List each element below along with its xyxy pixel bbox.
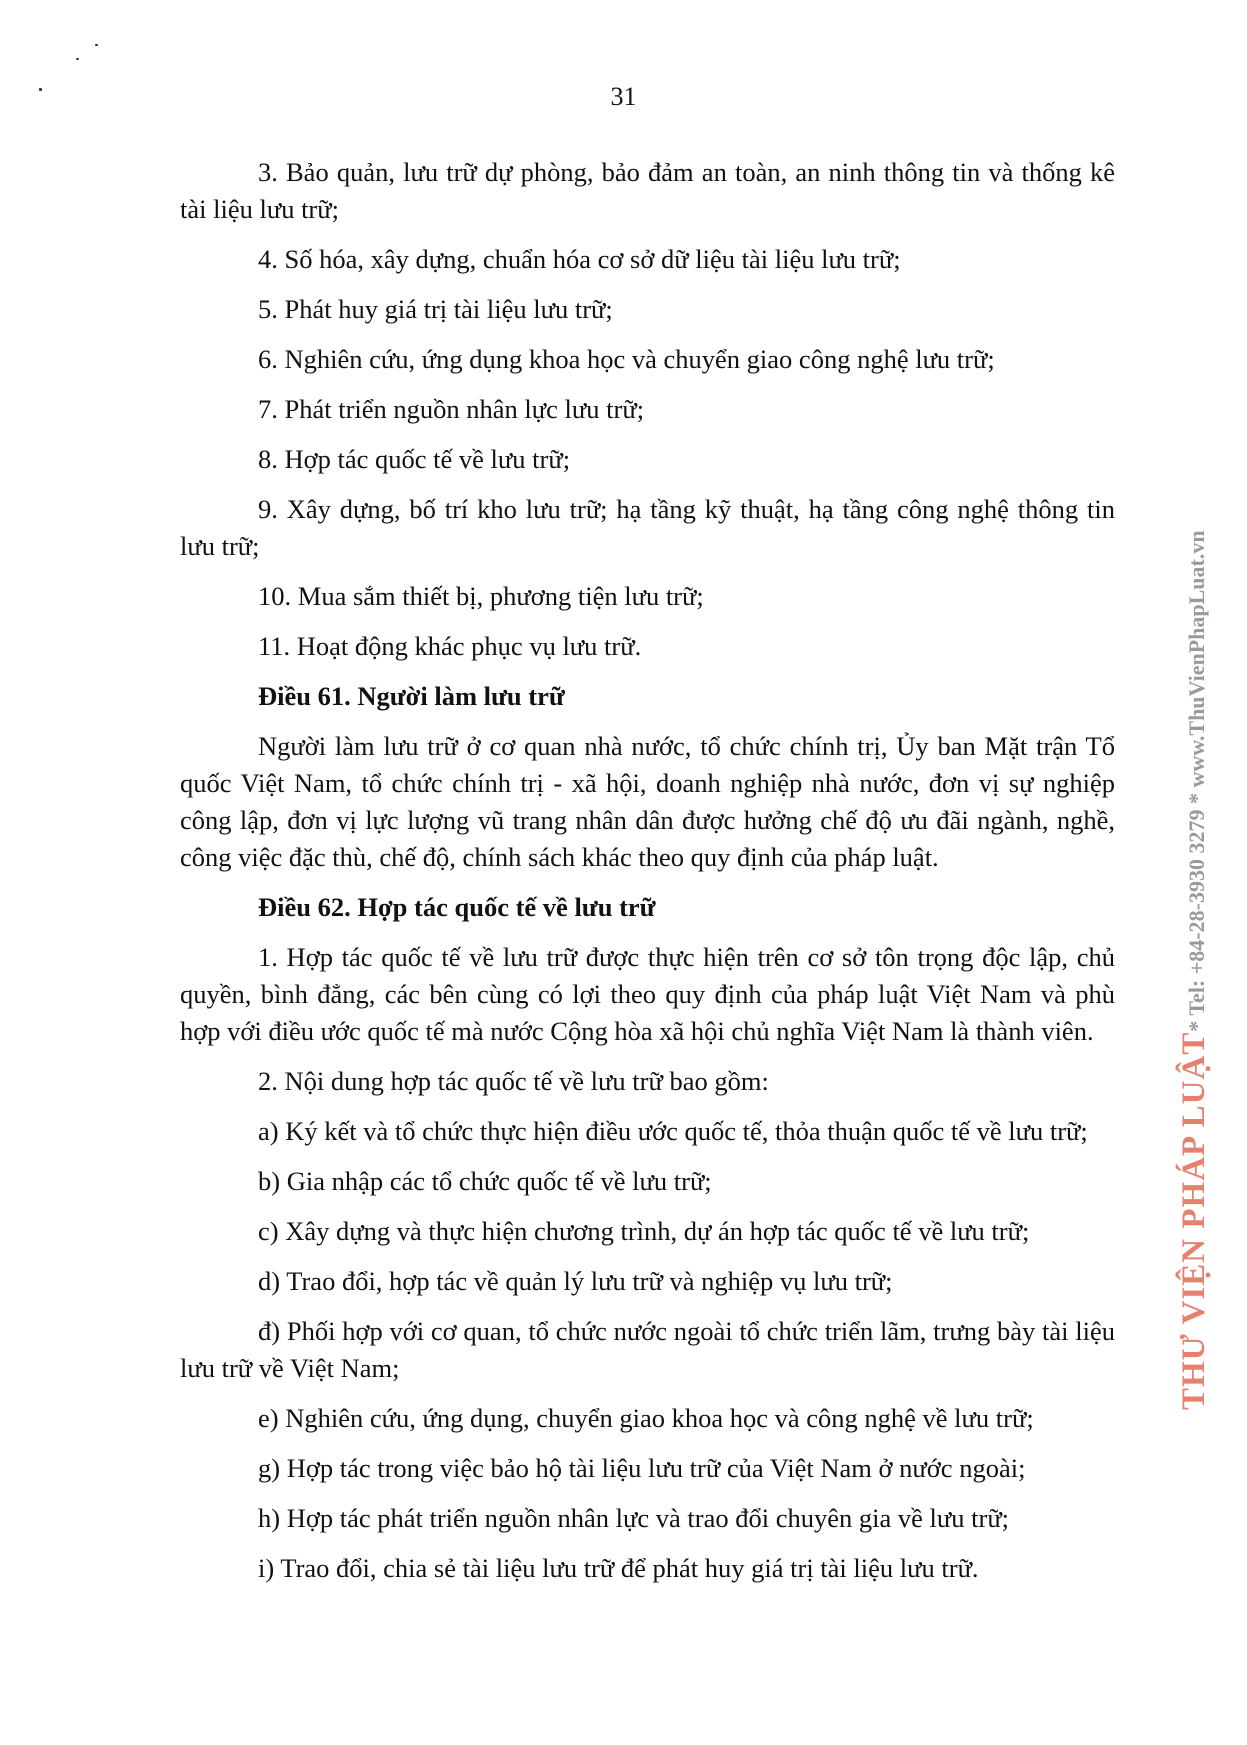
list-item-6: 6. Nghiên cứu, ứng dụng khoa học và chuyển giao công nghệ lưu trữ; xyxy=(258,344,995,374)
list-item-10: 10. Mua sắm thiết bị, phương tiện lưu trữ; xyxy=(258,581,704,611)
article-61-heading: Điều 61. Người làm lưu trữ xyxy=(258,681,565,711)
list-item-4: 4. Số hóa, xây dựng, chuẩn hóa cơ sở dữ liệu tài liệu lưu trữ; xyxy=(258,244,901,274)
clause-2-point-i: i) Trao đổi, chia sẻ tài liệu lưu trữ để phát huy giá trị tài liệu lưu trữ. xyxy=(258,1553,979,1583)
article-62-clause-2: 2. Nội dung hợp tác quốc tế về lưu trữ bao gồm: xyxy=(258,1066,769,1096)
article-62-clause-1: 1. Hợp tác quốc tế về lưu trữ được thực hiện trên cơ sở tôn trọng độc lập, chủ quyền, bình đẳng, các bên cùng có lợi theo quy định của pháp luật Việt Nam và phù hợp với điều ước quốc tế mà nước Cộng hòa xã hội chủ nghĩa Việt Nam là thành viên. xyxy=(180,942,1115,1046)
list-item-8: 8. Hợp tác quốc tế về lưu trữ; xyxy=(258,444,571,474)
scan-speck xyxy=(76,58,79,60)
clause-2-point-a: a) Ký kết và tổ chức thực hiện điều ước quốc tế, thỏa thuận quốc tế về lưu trữ; xyxy=(258,1116,1088,1146)
watermark-contact: * Tel: +84-28-3930 3279 * www.ThuVienPhapLuat.vn xyxy=(1184,530,1209,1032)
watermark-brand: THƯ VIỆN PHÁP LUẬT xyxy=(1176,1031,1212,1410)
clause-2-point-d: d) Trao đổi, hợp tác về quản lý lưu trữ và nghiệp vụ lưu trữ; xyxy=(258,1266,893,1296)
list-item-7: 7. Phát triển nguồn nhân lực lưu trữ; xyxy=(258,394,645,424)
article-62-heading: Điều 62. Hợp tác quốc tế về lưu trữ xyxy=(258,892,656,922)
document-body xyxy=(180,154,1115,1600)
clause-2-point-c: c) Xây dựng và thực hiện chương trình, dự án hợp tác quốc tế về lưu trữ; xyxy=(258,1216,1030,1246)
page-number: 31 xyxy=(610,82,637,111)
article-61-body: Người làm lưu trữ ở cơ quan nhà nước, tổ chức chính trị, Ủy ban Mặt trận Tổ quốc Việt Nam, tổ chức chính trị - xã hội, doanh nghiệp nhà nước, đơn vị sự nghiệp công lập, đơn vị lực lượng vũ trang nhân dân được hưởng chế độ ưu đãi ngành, nghề, công việc đặc thù, chế độ, chính sách khác theo quy định của pháp luật. xyxy=(180,731,1115,872)
side-watermark xyxy=(1176,530,1213,1410)
clause-2-point-e: e) Nghiên cứu, ứng dụng, chuyển giao khoa học và công nghệ về lưu trữ; xyxy=(258,1403,1034,1433)
clause-2-point-g: g) Hợp tác trong việc bảo hộ tài liệu lưu trữ của Việt Nam ở nước ngoài; xyxy=(258,1453,1026,1483)
list-item-3: 3. Bảo quản, lưu trữ dự phòng, bảo đảm an toàn, an ninh thông tin và thống kê tài liệu lưu trữ; xyxy=(180,157,1115,224)
clause-2-point-h: h) Hợp tác phát triển nguồn nhân lực và trao đổi chuyên gia về lưu trữ; xyxy=(258,1503,1010,1533)
list-item-9: 9. Xây dựng, bố trí kho lưu trữ; hạ tầng kỹ thuật, hạ tầng công nghệ thông tin lưu trữ; xyxy=(180,494,1115,561)
scan-speck xyxy=(95,44,98,46)
list-item-11: 11. Hoạt động khác phục vụ lưu trữ. xyxy=(258,631,642,661)
list-item-5: 5. Phát huy giá trị tài liệu lưu trữ; xyxy=(258,294,613,324)
clause-2-point-dd: đ) Phối hợp với cơ quan, tổ chức nước ngoài tổ chức triển lãm, trưng bày tài liệu lưu trữ về Việt Nam; xyxy=(180,1316,1115,1383)
clause-2-point-b: b) Gia nhập các tổ chức quốc tế về lưu trữ; xyxy=(258,1166,712,1196)
